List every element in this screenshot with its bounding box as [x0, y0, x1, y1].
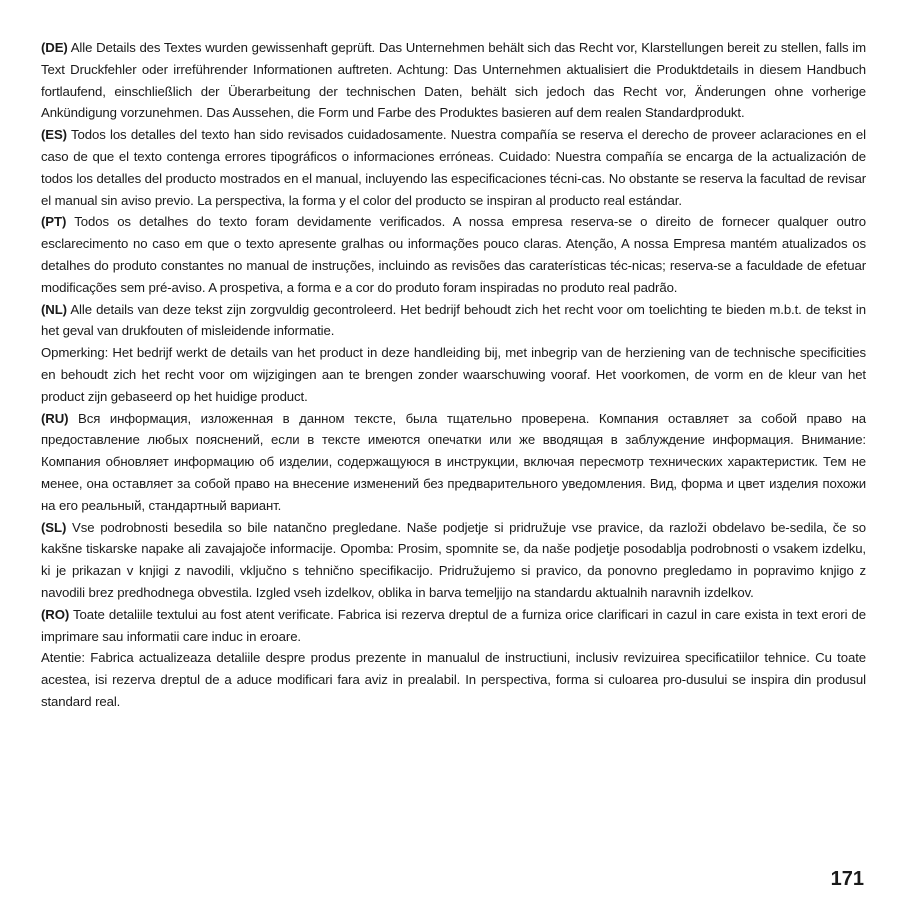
paragraph-text-de: Alle Details des Textes wurden gewissenhaft geprüft. Das Unternehmen behält sich das Recht vor, Klarstellungen bereit zu stellen, falls im Text Druckfehler oder irreführender Informationen auftreten. Achtung: Das Unternehmen aktualisiert die Produktdetails in diesem Handbuch fortlaufend, einschließlich der Überarbeitung der technischen Daten, behält sich jedoch das Recht vor, Änderungen ohne vorherige Ankündigung vorzunehmen. Das Aussehen, die Form und Farbe des Produktes basieren auf dem realen Standardprodukt. [41, 40, 866, 121]
language-code-ru: (RU) [41, 410, 69, 426]
language-code-es: (ES) [41, 127, 67, 143]
paragraph-text-ru: Вся информация, изложенная в данном тексте, была тщательно проверена. Компания оставляет за собой право на предоставление любых пояснений, если в тексте имеются опечатки или же вводящая в заблуждение информация. Внимание: Компания обновляет информацию об изделии, содержащуюся в инструкции, включая пересмотр технических характеристик. Тем не менее, она оставляет за собой право на внесение изменений без предварительного уведомления. Вид, форма и цвет изделия похожи на его реальный, стандартный вариант. [41, 410, 866, 513]
paragraph-de [41, 37, 866, 124]
language-code-de: (DE) [41, 40, 68, 55]
paragraph-ru [41, 408, 866, 517]
paragraph-es [41, 124, 866, 211]
paragraph-text-pt: Todos os detalhes do texto foram devidamente verificados. A nossa empresa reserva-se o direito de fornecer qualquer outro esclarecimento no caso em que o texto apresente gralhas ou informações pouco claras. Atenção, A nossa Empresa mantém atualizados os detalhes do produto constantes no manual de instruções, incluindo as revisões das caraterísticas téc-nicas; reserva-se a faculdade de efetuar modificações sem pré-aviso. A prospetiva, a forma e a cor do produto foram inspiradas no produto real padrão. [41, 214, 866, 295]
language-code-ro: (RO) [41, 606, 70, 622]
page-number: 171 [830, 868, 864, 890]
paragraph-text-nl: Alle details van deze tekst zijn zorgvuldig gecontroleerd. Het bedrijf behoudt zich het recht voor om toelichting te bieden m.b.t. de tekst in het geval van drukfouten of misleidende informatie. [41, 301, 866, 339]
paragraph-ro-note [41, 647, 866, 712]
paragraph-text-nl-note: Opmerking: Het bedrijf werkt de details van het product in deze handleiding bij, met inbegrip van de herziening van de technische specificities en behoudt zich het recht voor om wijzigingen aan te brengen zonder waarschuwing vooraf. Het voorkomen, de vorm en de kleur van het product zijn gebaseerd op het huidige product. [41, 345, 866, 404]
document-body [41, 37, 866, 713]
paragraph-text-ro: Toate detaliile textului au fost atent verificate. Fabrica isi rezerva dreptul de a furniza orice clarificari in cazul in care exista in text erori de imprimare sau informatii care induc in eroare. [41, 606, 866, 644]
paragraph-text-sl: Vse podrobnosti besedila so bile natančno pregledane. Naše podjetje si pridružuje vse pravice, da razloži obdelavo be-sedila, če so kakšne tiskarske napake ali zavajajoče informacije. Opomba: Prosim, spomnite se, da naše podjetje posodablja podrobnosti o vsakem izdelku, ki je prikazan v knjigi z navodili, vključno s tehnično specifikacijo. Pridružujemo si pravico, da ponovno pregledamo in popravimo knjigo z navodili brez predhodnega obvestila. Izgled vseh izdelkov, oblika in barva temeljijo na standardu aktualnih naravnih izdelkov. [41, 519, 866, 600]
paragraph-nl [41, 299, 866, 343]
language-code-nl: (NL) [41, 301, 67, 317]
paragraph-sl [41, 517, 866, 604]
paragraph-text-ro-note: Atentie: Fabrica actualizeaza detaliile despre produs prezente in manualul de instructiuni, inclusiv revizuirea specificatiilor tehnice. Cu toate acestea, isi rezerva dreptul de a aduce modificari fara aviz in prealabil. In perspectiva, forma si culoarea pro-dusului se inspira din produsul standard real. [41, 650, 866, 709]
language-code-sl: (SL) [41, 519, 67, 535]
paragraph-ro [41, 604, 866, 648]
paragraph-text-es: Todos los detalles del texto han sido revisados cuidadosamente. Nuestra compañía se reserva el derecho de proveer aclaraciones en el caso de que el texto contenga errores tipográficos o informaciones erróneas. Cuidado: Nuestra compañía se encarga de la actualización de todos los detalles del producto mostrados en el manual, incluyendo las especificaciones técni-cas. No obstante se reserva la facultad de revisar el manual sin aviso previo. La perspectiva, la forma y el color del producto se inspiran al producto real estándar. [41, 127, 866, 208]
paragraph-nl-note [41, 342, 866, 407]
paragraph-pt [41, 211, 866, 298]
language-code-pt: (PT) [41, 214, 67, 230]
